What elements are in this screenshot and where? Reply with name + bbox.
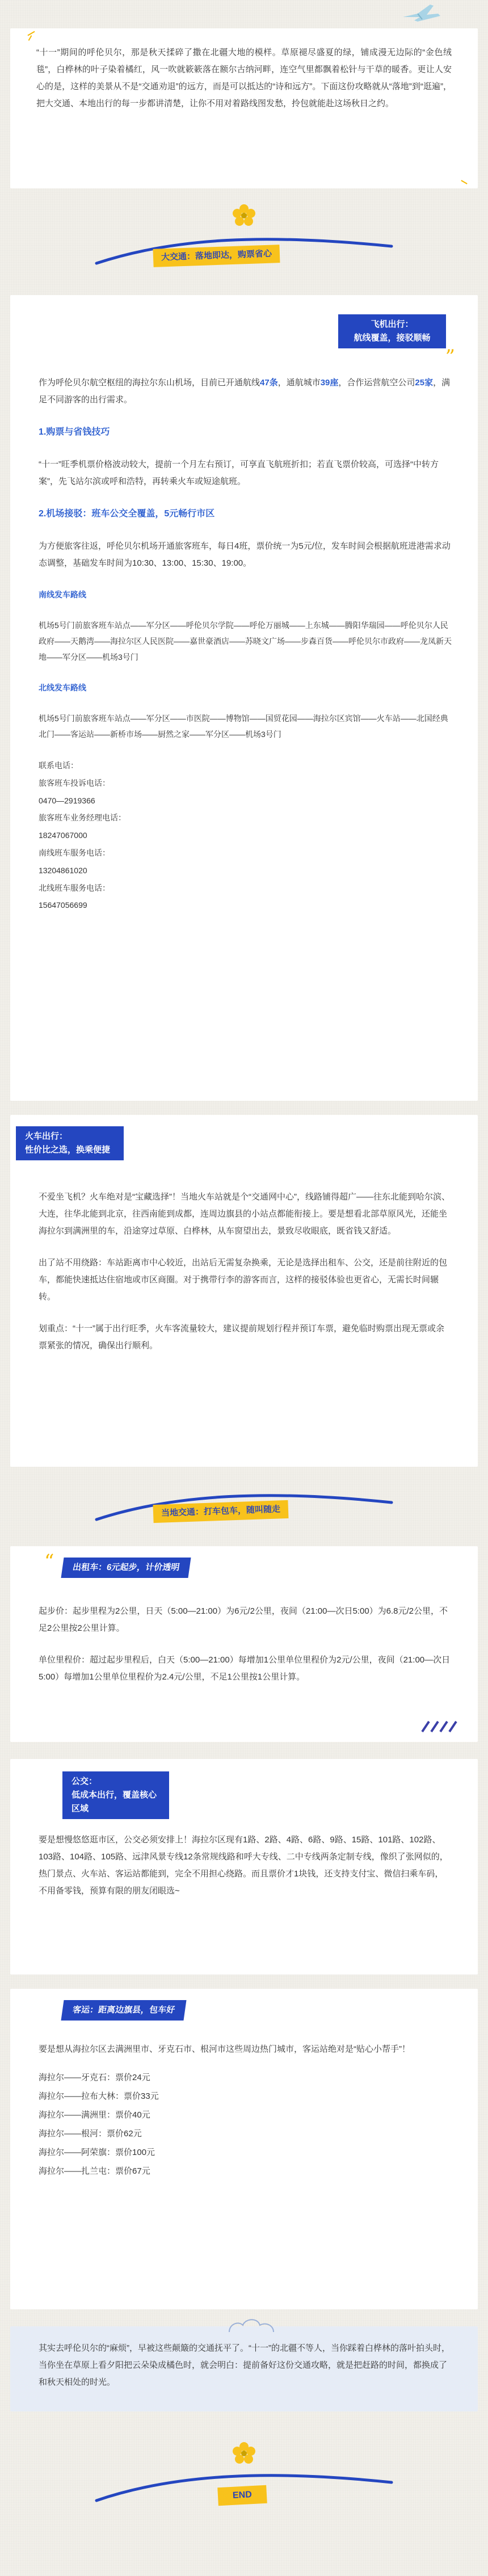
flight-intro-paragraph (39, 374, 452, 409)
text-span: ，通航城市 (277, 378, 321, 388)
bus-tag (62, 1771, 169, 1819)
taxi-card (10, 1546, 478, 1742)
route-count: 47条 (260, 378, 278, 388)
train-paragraph-3: 划重点：“十一”属于出行旺季，火车客流量较大，建议提前规划行程并预订车票，避免临时购票出现无票或余票紧张的情况，确保出行顺利。 (39, 1324, 444, 1350)
contact-phone: 13204861020 (39, 865, 87, 875)
flight-card (10, 295, 478, 1101)
fare-price: 票价100元 (115, 2148, 155, 2157)
north-route-title: 北线发车路线 (39, 683, 86, 692)
flight-tag-line1: 飞机出行： (371, 319, 414, 329)
train-tag (16, 1126, 124, 1160)
text-span: 作为呼伦贝尔航空枢纽的海拉尔东山机场，目前已开通航线 (39, 378, 260, 388)
contact-label: 南线班车服务电话： (39, 848, 110, 857)
charter-tag: 客运：距离边旗县，包车好 (61, 2000, 186, 2021)
fare-row (39, 2068, 452, 2087)
section-title-local-transport: 当地交通：打车包车，随叫随走 (153, 1500, 289, 1523)
contact-list (39, 757, 452, 914)
airplane-icon (401, 2, 441, 25)
charter-paragraph: 要是想从海拉尔区去满洲里市、牙克石市、根河市这些周边热门城市，客运站绝对是“贴心小帮手”！ (39, 2044, 410, 2054)
contact-label: 北线班车服务电话： (39, 883, 110, 893)
contact-phone: 15647056699 (39, 900, 87, 910)
bus-tag-line2: 低成本出行，覆盖核心区域 (71, 1790, 157, 1813)
intro-card (10, 28, 478, 188)
flower-icon (232, 2441, 256, 2466)
booking-paragraph: “十一”旺季机票价格波动较大，提前一个月左右预订，可享直飞航班折扣；若直飞票价较高，可选择“中转方案”，先飞站尔滨或呼和浩特，再转乘火车或短途航班。 (39, 460, 439, 486)
contact-phone: 0470—2919366 (39, 795, 95, 805)
train-paragraph-1: 不爱坐飞机？火车绝对是“宝藏选择”！当地火车站就是个“交通网中心”，线路铺得超广——往东北能到哈尔滨、大连，往华北能到北京，往西南能到成都，连周边旗县的小站点都能衔接上。要是想看北部草原风光，还能坐海拉尔到满洲里的车，沿途穿过草原、白桦林，从车窗望出去，景致尽收眼底，既省钱又舒适。 (39, 1192, 450, 1236)
fare-row (39, 2143, 452, 2162)
bus-paragraph: 要是想慢悠悠逛市区，公交必须安排上！海拉尔区现有1路、2路、4路、6路、9路、15路、101路、102路、103路、104路、105路、远津风景专线12条常规线路和呼大专线、二中专线两条定制专线，像织了张网似的，热门景点、火车站、客运站都能到，完全不用担心绕路。而且票价才1块钱，还支持支付宝、微信扫乘车码，不用备零钱，预算有限的朋友闭眼选~ (39, 1835, 448, 1896)
taxi-unit-fare: 单位里程价：超过起步里程后，白天（5:00—21:00）每增加1公里单位里程价为2元/公里，夜间（21:00—次日5:00）每增加1公里单位里程价为2.4元/公里，不足1公里按1公里计算。 (39, 1655, 451, 1682)
fare-route: 海拉尔——满洲里： (39, 2110, 116, 2120)
text-span: ，满足不同游客的出行需求。 (39, 378, 451, 405)
section-title-big-transport: 大交通：落地即达，购票省心 (153, 245, 280, 267)
city-count: 39座 (320, 378, 339, 388)
train-tag-line1: 火车出行： (25, 1131, 68, 1141)
fare-price: 票价33元 (124, 2091, 159, 2101)
fare-row (39, 2124, 452, 2143)
fare-price: 票价62元 (107, 2129, 142, 2139)
charter-card (10, 1989, 478, 2309)
airline-count: 25家 (415, 378, 434, 388)
fare-price: 票价40元 (115, 2110, 150, 2120)
subheading-shuttle: 2.机场接驳：班车公交全覆盖，5元畅行市区 (39, 509, 215, 519)
fare-price: 票价67元 (115, 2166, 150, 2176)
fare-route: 海拉尔——拉布大林： (39, 2091, 124, 2101)
subheading-booking: 1.购票与省钱技巧 (39, 427, 110, 437)
fare-route: 海拉尔——扎兰屯： (39, 2166, 116, 2176)
end-label: END (217, 2485, 267, 2506)
bus-card (10, 1759, 478, 1975)
taxi-tag: 出租车：6元起步，计价透明 (61, 1558, 191, 1578)
taxi-base-fare: 起步价：起步里程为2公里，日天（5:00—21:00）为6元/2公里，夜间（21:00—次日5:00）为6.8元/2公里，不足2公里按2公里计算。 (39, 1606, 448, 1633)
train-paragraph-2: 出了站不用绕路：车站距离市中心较近，出站后无需复杂换乘，无论是选择出租车、公交，还是前往附近的包车，都能快速抵达住宿地或市区商圈。对于携带行李的游客而言，这样的接驳体验也更省心，无需长时间辗转。 (39, 1258, 448, 1302)
intro-text: “十一”期间的呼伦贝尔，那是秋天揉碎了撒在北疆大地的模样。草原褪尽盛夏的绿，铺成漫无边际的“金色绒毯”，白桦林的叶子染着橘红，风一吹就簌簌落在额尔古纳河畔，连空气里都飘着松针与干草的暖香。更让人安心的是，这样的美景从不是“交通劝退”的远方，而是可以抵达的“诗和远方”。下面这份攻略就从“落地”到“逛遍”，把大交通、本地出行的每一步都讲清楚，让你不用对着路线图发愁，拎包就能赴这场秋日之约。 (36, 48, 452, 108)
contact-phone: 18247067000 (39, 831, 87, 840)
stripe-decoration (419, 1719, 464, 1734)
quote-icon: “ (44, 1550, 54, 1573)
north-route-text: 机场5号门前旅客班车站点——军分区——市医院——博物馆——国贸花园——海拉尔区宾馆——火车站——北国经典北门——客运站——新桥市场——厨然之家——军分区——机场3号门 (39, 714, 448, 739)
closing-text: 其实去呼伦贝尔的“麻烦”，早被这些颠簸的交通抚平了。“十一”的北疆不等人，当你踩着白桦林的落叶拍头时，当你坐在草原上看夕阳把云朵染成橘色时，就会明白：提前备好这份交通攻略，就是把赶路的时间，都换成了和秋天相处的时光。 (39, 2343, 450, 2387)
train-card (10, 1115, 478, 1467)
fare-list (39, 2068, 452, 2181)
fare-row (39, 2087, 452, 2106)
fare-price: 票价24元 (115, 2073, 150, 2082)
fare-route: 海拉尔——牙克石： (39, 2073, 116, 2082)
fare-route: 海拉尔——根河： (39, 2129, 107, 2139)
train-tag-line2: 性价比之选，换乘便捷 (25, 1145, 111, 1155)
contact-label: 旅客班车业务经理电话： (39, 813, 126, 823)
south-route-text: 机场5号门前旅客班车站点——军分区——呼伦贝尔学院——呼伦万丽城——上东城——腾阳华瑞园——呼伦贝尔人民政府——天鹅湾——海拉尔区人民医院——嘉世豪酒店——苏晓文广场——步森百货——呼伦贝尔市政府——龙凤新天地——军分区——机场3号门 (39, 621, 452, 662)
flower-icon (232, 203, 256, 228)
text-span: ，合作运营航空公司 (338, 378, 415, 388)
south-route-title: 南线发车路线 (39, 590, 86, 599)
contact-label: 联系电话： (39, 761, 78, 770)
flight-tag-line2: 航线覆盖，接驳顺畅 (354, 333, 431, 343)
fare-row (39, 2106, 452, 2124)
contact-label: 旅客班车投诉电话： (39, 778, 110, 788)
closing-card (10, 2326, 478, 2411)
cloud-decoration (226, 2316, 277, 2333)
bus-tag-line1: 公交： (71, 1777, 98, 1786)
shuttle-paragraph: 为方便旅客往返，呼伦贝尔机场开通旅客班车，每日4班，票价统一为5元/位，发车时间会根据航班进港需求动态调整，基础发车时间为10:30、13:00、15:30、19:00。 (39, 541, 451, 568)
fare-row (39, 2162, 452, 2181)
flight-tag (338, 314, 446, 348)
quote-icon: ” (445, 346, 455, 368)
fare-route: 海拉尔——阿荣旗： (39, 2148, 116, 2157)
